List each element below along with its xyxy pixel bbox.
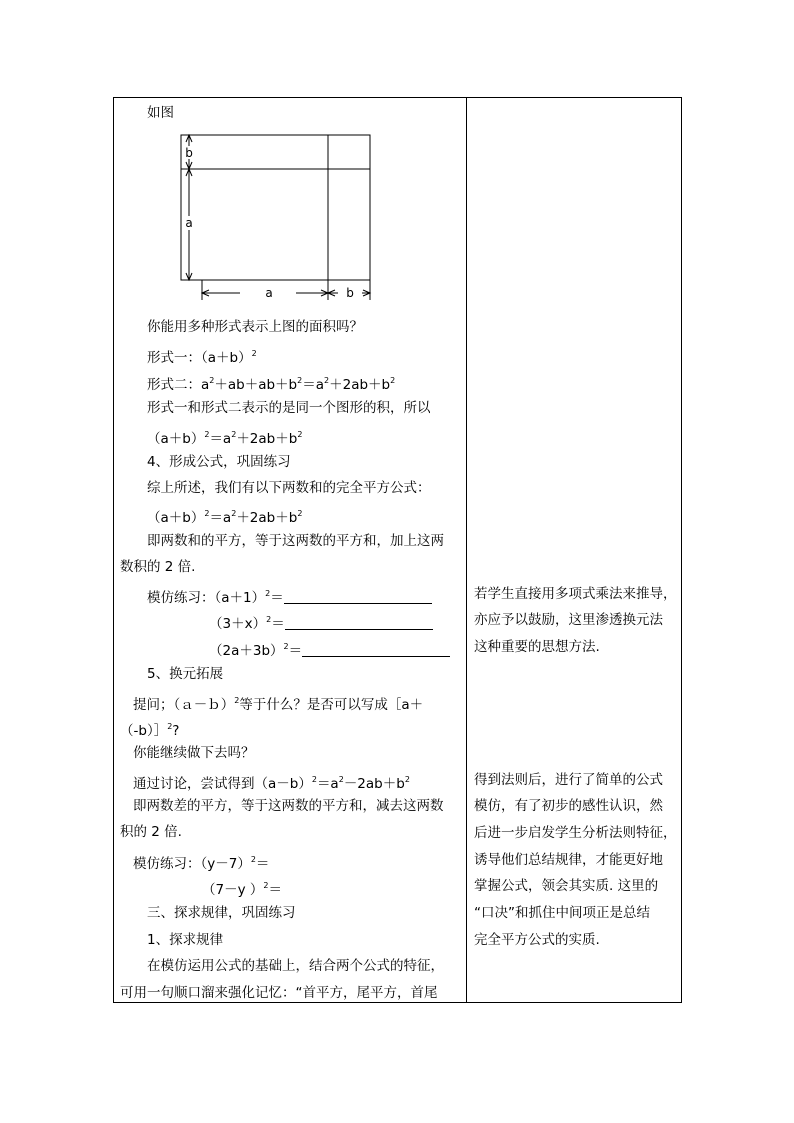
note2-line-3: 后进一步启发学生分析法则特征， <box>474 825 677 841</box>
label-b-bottom: b <box>346 286 354 300</box>
formula-line-2: $(a+b)^2=a^2+2ab+b^2$ <box>147 509 303 526</box>
summary-text: 综上所述，我们有以下两数和的完全平方公式： <box>147 480 431 496</box>
note2-line-6: “口决”和抓住中间项正是总结 <box>474 905 650 921</box>
answer-blank-1 <box>284 591 432 604</box>
answer-blank-2 <box>285 617 433 630</box>
practice-5: （7－y ）$^2$＝ <box>202 881 282 898</box>
note2-line-1: 得到法则后，进行了简单的公式 <box>474 772 663 788</box>
subsection-1-heading: 1、探求规律 <box>147 932 224 948</box>
difference-line-1: 即两数差的平方，等于这两数的平方和，减去这两数 <box>133 798 444 814</box>
answer-blank-3 <box>302 644 450 657</box>
practice-2: $(3+x)^2=$ <box>209 611 433 633</box>
continue-text: 你能继续做下去吗？ <box>133 745 255 761</box>
meaning-line-2: 数积的 2 倍. <box>120 559 196 575</box>
rule-line-1: 在模仿运用公式的基础上，结合两个公式的特征， <box>147 958 444 974</box>
meaning-line-1: 即两数和的平方，等于这两数的平方和，加上这两 <box>147 533 444 549</box>
ask-line-2: （-b）］$^2$? <box>120 722 180 739</box>
difference-line-2: 积的 2 倍. <box>120 824 182 840</box>
note1-line-1: 若学生直接用多项式乘法来推导， <box>474 586 677 602</box>
practice-4: 模仿练习：$(y-7)^2=$ <box>133 855 270 872</box>
note2-line-2: 模仿，有了初步的感性认识，然 <box>474 798 663 814</box>
formula-line-1: $(a+b)^2=a^2+2ab+b^2$ <box>147 430 303 447</box>
form-one: 形式一：$(a+b)^2$ <box>147 349 257 366</box>
section-4-heading: 4、形成公式，巩固练习 <box>147 454 291 470</box>
form-two: 形式二：$a^2+ab+ab+b^2=a^2+2ab+b^2$ <box>147 376 396 393</box>
column-divider <box>466 97 467 1003</box>
area-diagram <box>176 128 381 306</box>
note2-line-5: 掌握公式，领会其实质. 这里的 <box>474 878 659 894</box>
section-5-heading: 5、换元拓展 <box>147 666 224 682</box>
note1-line-3: 这种重要的思想方法. <box>474 639 600 655</box>
section-3-heading: 三、探求规律，巩固练习 <box>147 905 296 921</box>
note2-line-4: 诱导他们总结规律，才能更好地 <box>474 852 663 868</box>
question-area: 你能用多种形式表示上图的面积吗？ <box>147 319 363 335</box>
label-a-left: a <box>185 216 193 230</box>
practice-1: 模仿练习：$(a+1)^2=$ <box>147 585 432 607</box>
same-area-text: 形式一和形式二表示的是同一个图形的积，所以 <box>147 400 431 416</box>
practice-3: $(2a+3b)^2=$ <box>209 638 450 660</box>
ru-tu-text: 如图 <box>147 105 174 121</box>
label-b-top: b <box>185 146 193 160</box>
rule-line-2: 可用一句顺口溜来强化记忆：“首平方，尾平方，首尾 <box>120 985 438 1001</box>
note2-line-7: 完全平方公式的实质. <box>474 932 600 948</box>
discuss-line: 通过讨论，尝试得到$(a-b)^2=a^2-2ab+b^2$ <box>133 775 410 792</box>
ask-line-1: 提问；（ａ－ｂ）$^2$等于什么？是否可以写成［a＋ <box>133 696 424 713</box>
label-a-bottom: a <box>265 286 273 300</box>
outer-square <box>181 135 370 280</box>
note1-line-2: 亦应予以鼓励，这里渗透换元法 <box>474 612 663 628</box>
